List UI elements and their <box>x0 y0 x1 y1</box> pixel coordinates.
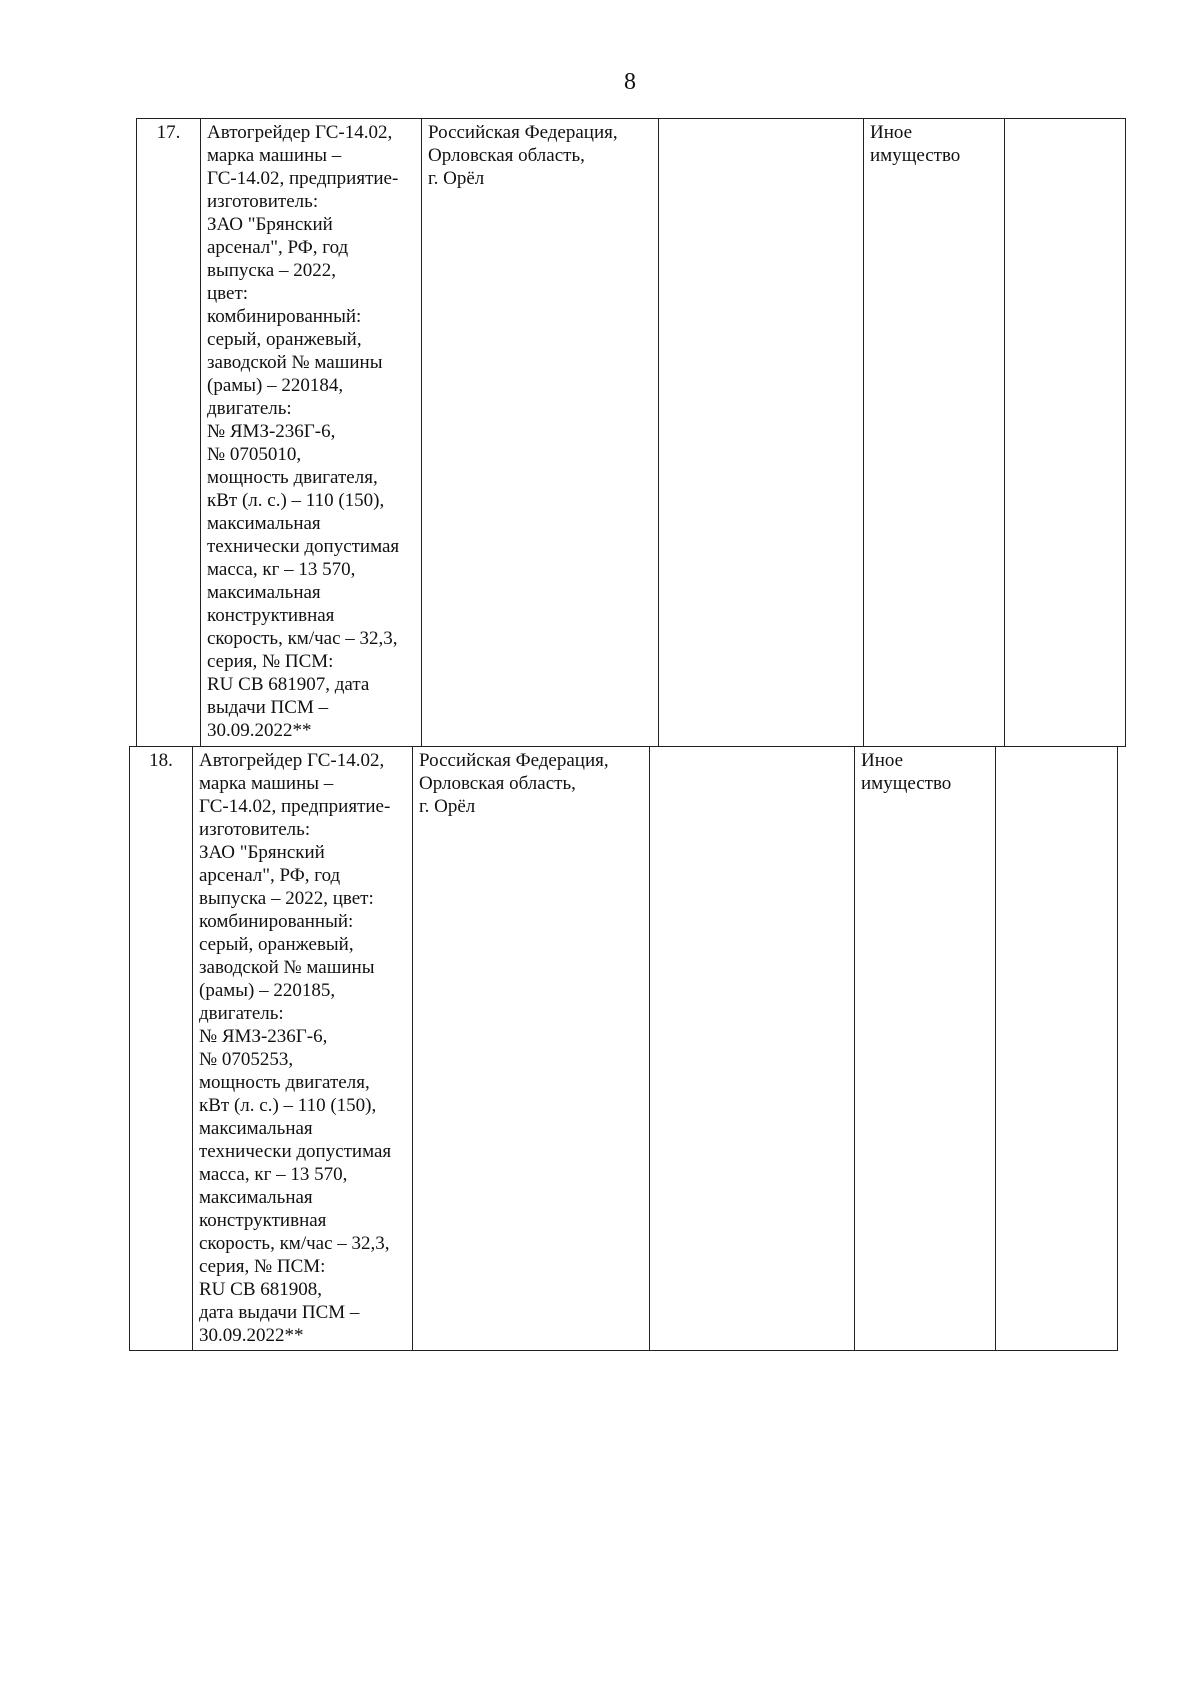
description-line: (рамы) – 220184, <box>207 375 344 396</box>
registry-table-row-17 <box>136 118 1126 747</box>
location-line: г. Орёл <box>428 168 485 189</box>
description-line: серый, оранжевый, <box>199 934 354 955</box>
location-line: г. Орёл <box>419 796 476 817</box>
description-line: скорость, км/час – 32,3, <box>199 1233 390 1254</box>
table-row <box>130 747 1118 1351</box>
description-line: ЗАО "Брянский <box>199 842 325 863</box>
location-line: Орловская область, <box>419 773 576 794</box>
page-number: 8 <box>624 69 636 95</box>
description-line: (рамы) – 220185, <box>199 980 336 1001</box>
description-line: марка машины – <box>199 773 334 794</box>
description-line: максимальная <box>207 582 321 603</box>
description-line: выпуска – 2022, <box>207 260 336 281</box>
description-line: цвет: <box>207 283 249 304</box>
location-line: Российская Федерация, <box>428 122 618 143</box>
description-line: масса, кг – 13 570, <box>207 559 356 580</box>
description-line: изготовитель: <box>207 191 319 212</box>
description-line: № 0705253, <box>199 1049 294 1070</box>
description-line: дата выдачи ПСМ – <box>199 1302 360 1323</box>
description-line: кВт (л. с.) – 110 (150), <box>199 1095 377 1116</box>
property-type-cell <box>855 747 996 1351</box>
empty-cell <box>1005 119 1126 747</box>
property-type-line: имущество <box>861 773 952 794</box>
description-line: № ЯМЗ-236Г-6, <box>207 421 336 442</box>
description-line: максимальная <box>199 1187 313 1208</box>
description-line: конструктивная <box>207 605 335 626</box>
property-type-line: имущество <box>870 145 961 166</box>
property-type-line: Иное <box>861 750 904 771</box>
description-line: Автогрейдер ГС-14.02, <box>199 750 385 771</box>
description-line: 30.09.2022** <box>199 1325 304 1346</box>
description-line: кВт (л. с.) – 110 (150), <box>207 490 385 511</box>
description-line: выдачи ПСМ – <box>207 697 329 718</box>
description-line: технически допустимая <box>199 1141 392 1162</box>
row-number-cell <box>130 747 193 1351</box>
description-line: заводской № машины <box>207 352 383 373</box>
description-line: максимальная <box>207 513 321 534</box>
description-line: двигатель: <box>199 1003 284 1024</box>
property-type-cell <box>864 119 1005 747</box>
description-line: № 0705010, <box>207 444 302 465</box>
description-line: скорость, км/час – 32,3, <box>207 628 398 649</box>
description-line: технически допустимая <box>207 536 400 557</box>
description-cell <box>201 119 422 747</box>
row-number: 18. <box>149 750 173 771</box>
description-line: выпуска – 2022, цвет: <box>199 888 374 909</box>
row-number-cell <box>137 119 201 747</box>
description-cell <box>193 747 413 1351</box>
empty-cell <box>650 747 855 1351</box>
description-line: серия, № ПСМ: <box>207 651 334 672</box>
property-type-line: Иное <box>870 122 913 143</box>
description-line: ГС-14.02, предприятие- <box>199 796 391 817</box>
description-line: двигатель: <box>207 398 292 419</box>
description-line: арсенал", РФ, год <box>199 865 341 886</box>
description-line: мощность двигателя, <box>199 1072 370 1093</box>
location-cell <box>422 119 659 747</box>
description-line: конструктивная <box>199 1210 327 1231</box>
description-line: № ЯМЗ-236Г-6, <box>199 1026 328 1047</box>
location-line: Российская Федерация, <box>419 750 609 771</box>
description-line: ЗАО "Брянский <box>207 214 333 235</box>
table-row <box>137 119 1126 747</box>
description-line: серия, № ПСМ: <box>199 1256 326 1277</box>
description-line: арсенал", РФ, год <box>207 237 349 258</box>
location-line: Орловская область, <box>428 145 585 166</box>
description-line: марка машины – <box>207 145 342 166</box>
description-line: серый, оранжевый, <box>207 329 362 350</box>
row-number: 17. <box>156 122 181 143</box>
description-line: RU CB 681908, <box>199 1279 322 1300</box>
description-line: масса, кг – 13 570, <box>199 1164 348 1185</box>
empty-cell <box>996 747 1118 1351</box>
description-line: максимальная <box>199 1118 313 1139</box>
description-line: 30.09.2022** <box>207 720 312 741</box>
description-line: изготовитель: <box>199 819 311 840</box>
description-line: Автогрейдер ГС-14.02, <box>207 122 393 143</box>
description-line: ГС-14.02, предприятие- <box>207 168 399 189</box>
description-line: RU CB 681907, дата <box>207 674 370 695</box>
empty-cell <box>659 119 864 747</box>
registry-table-row-18 <box>129 746 1118 1351</box>
description-line: заводской № машины <box>199 957 375 978</box>
description-line: комбинированный: <box>207 306 362 327</box>
description-line: мощность двигателя, <box>207 467 378 488</box>
description-line: комбинированный: <box>199 911 354 932</box>
location-cell <box>413 747 650 1351</box>
